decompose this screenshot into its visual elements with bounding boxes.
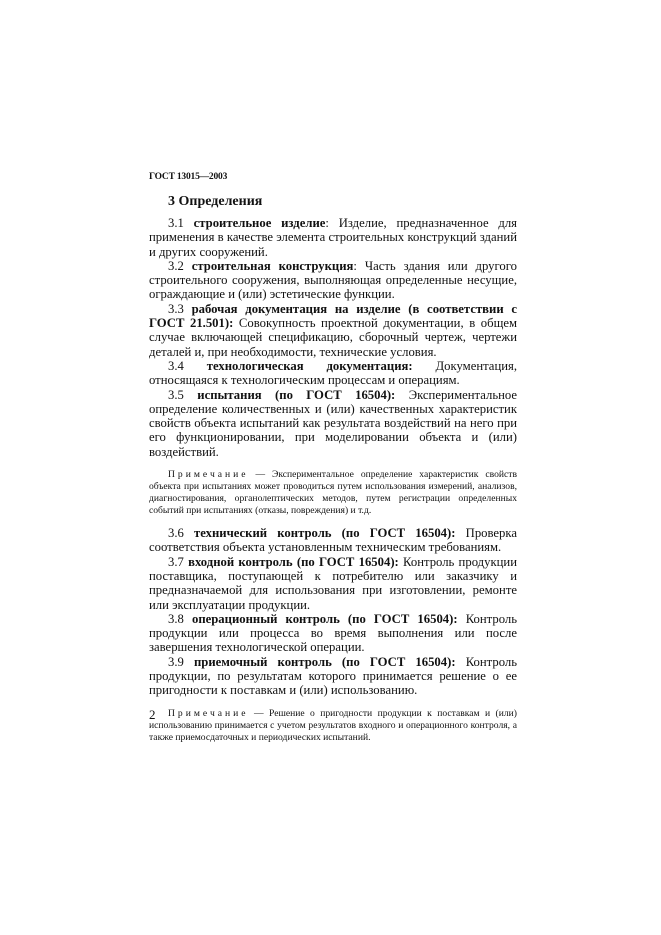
- note-label: Примечание: [168, 707, 249, 719]
- term: испытания (по ГОСТ 16504):: [197, 387, 396, 402]
- definition-text: Экспериментальное определение количественных и (или) качественных характеристик свойств объекта испытаний как результата воздействий на него при его функционировании, при моделировании объекта и (или) воздействий.: [149, 387, 518, 459]
- term: приемочный контроль (по ГОСТ 16504):: [193, 654, 456, 669]
- definitions-body: [149, 216, 517, 753]
- term: строительная конструкция: [191, 258, 354, 273]
- definition-3-8: 3.8 операционный контроль (по ГОСТ 16504): Контроль продукции или процесса во время выполнения или после завершения технологической операции.: [149, 611, 517, 655]
- note-2: Примечание — Решение о пригодности продукции к поставкам и (или) использованию принимается с учетом результатов входного и операционного контроля, а также приемосдаточных и периодических испытаний.: [149, 707, 518, 743]
- note-text: Экспериментальное определение характеристик свойств объекта при испытаниях может проводиться путем использования измерений, анализов, диагностирования, органолептических методов, путем регистрации определенных событий при испытаниях (отказы, повреждения) и т.д.: [149, 469, 517, 517]
- term: рабочая документация на изделие (в соответствии с ГОСТ 21.501):: [149, 301, 518, 331]
- definition-text: Контроль продукции поставщика, поступающей к потребителю или заказчику и предназначаемой для использования при изготовлении, ремонте или эксплуатации продукции.: [149, 554, 518, 612]
- term: технологическая документация:: [206, 358, 413, 373]
- note-1: Примечание — Экспериментальное определение характеристик свойств объекта при испытаниях может проводиться путем использования измерений, анализов, диагностирования, органолептических методов, путем регистрации определенных событий при испытаниях (отказы, повреждения) и т.д.: [149, 469, 517, 517]
- definition-3-2: 3.2 строительная конструкция: Часть здания или другого строительного сооружения, выполняющая определенные несущие, ограждающие и (или) эстетические функции.: [149, 258, 517, 302]
- definition-3-6: 3.6 технический контроль (по ГОСТ 16504): Проверка соответствия объекта установленным техническим требованиям.: [149, 526, 518, 555]
- term: операционный контроль (по ГОСТ 16504):: [191, 611, 458, 626]
- definition-3-1: 3.1 строительное изделие: Изделие, предназначенное для применения в качестве элемента строительных конструкций зданий и других сооружений.: [149, 216, 517, 259]
- page-number: 2: [149, 707, 156, 722]
- note-label: Примечание: [168, 469, 249, 481]
- definition-text: Проверка соответствия объекта установленным техническим требованиям.: [149, 526, 518, 555]
- definition-text: Контроль продукции, по результатам которого принимается решение о ее пригодности к поставкам и (или) использованию.: [149, 654, 517, 698]
- note-text: Решение о пригодности продукции к поставкам и (или) использованию принимается с учетом результатов входного и операционного контроля, а также приемосдаточных и периодических испытаний.: [149, 707, 518, 743]
- definition-3-4: 3.4 технологическая документация: Документация, относящаяся к технологическим процессам и операциям.: [149, 358, 518, 388]
- definition-text: Часть здания или другого строительного сооружения, выполняющая определенные несущие, ограждающие и (или) эстетические функции.: [149, 258, 517, 302]
- definition-3-5: 3.5 испытания (по ГОСТ 16504): Экспериментальное определение количественных и (или) качественных характеристик свойств объекта испытаний как результата воздействий на него при его функционировании, при моделировании объекта и (или) воздействий.: [149, 387, 518, 459]
- section-title: 3 Определения: [168, 194, 263, 209]
- definition-text: Совокупность проектной документации, в общем случае включающей спецификацию, сборочный чертеж, чертежи деталей и, при необходимости, технические условия.: [149, 316, 518, 359]
- term: технический контроль (по ГОСТ 16504):: [194, 526, 456, 541]
- term: входной контроль (по ГОСТ 16504):: [188, 554, 399, 569]
- definition-text: Изделие, предназначенное для применения в качестве элемента строительных конструкций зданий и других сооружений.: [149, 216, 517, 259]
- definition-3-3: 3.3 рабочая документация на изделие (в соответствии с ГОСТ 21.501): Совокупность проектной документации, в общем случае включающей спецификацию, сборочный чертеж, чертежи деталей и, при необходимости, технические условия.: [149, 301, 518, 359]
- definition-text: Документация, относящаяся к технологическим процессам и операциям.: [149, 358, 518, 388]
- definition-text: Контроль продукции или процесса во время выполнения или после завершения технологической операции.: [149, 611, 517, 655]
- definition-3-9: 3.9 приемочный контроль (по ГОСТ 16504): Контроль продукции, по результатам которого принимается решение о ее пригодности к поставкам и (или) использованию.: [149, 654, 517, 698]
- term: строительное изделие: [193, 216, 326, 230]
- definition-3-7: 3.7 входной контроль (по ГОСТ 16504): Контроль продукции поставщика, поступающей к потребителю или заказчику и предназначаемой для использования при изготовлении, ремонте или эксплуатации продукции.: [149, 554, 518, 612]
- document-code: ГОСТ 13015—2003: [149, 172, 228, 182]
